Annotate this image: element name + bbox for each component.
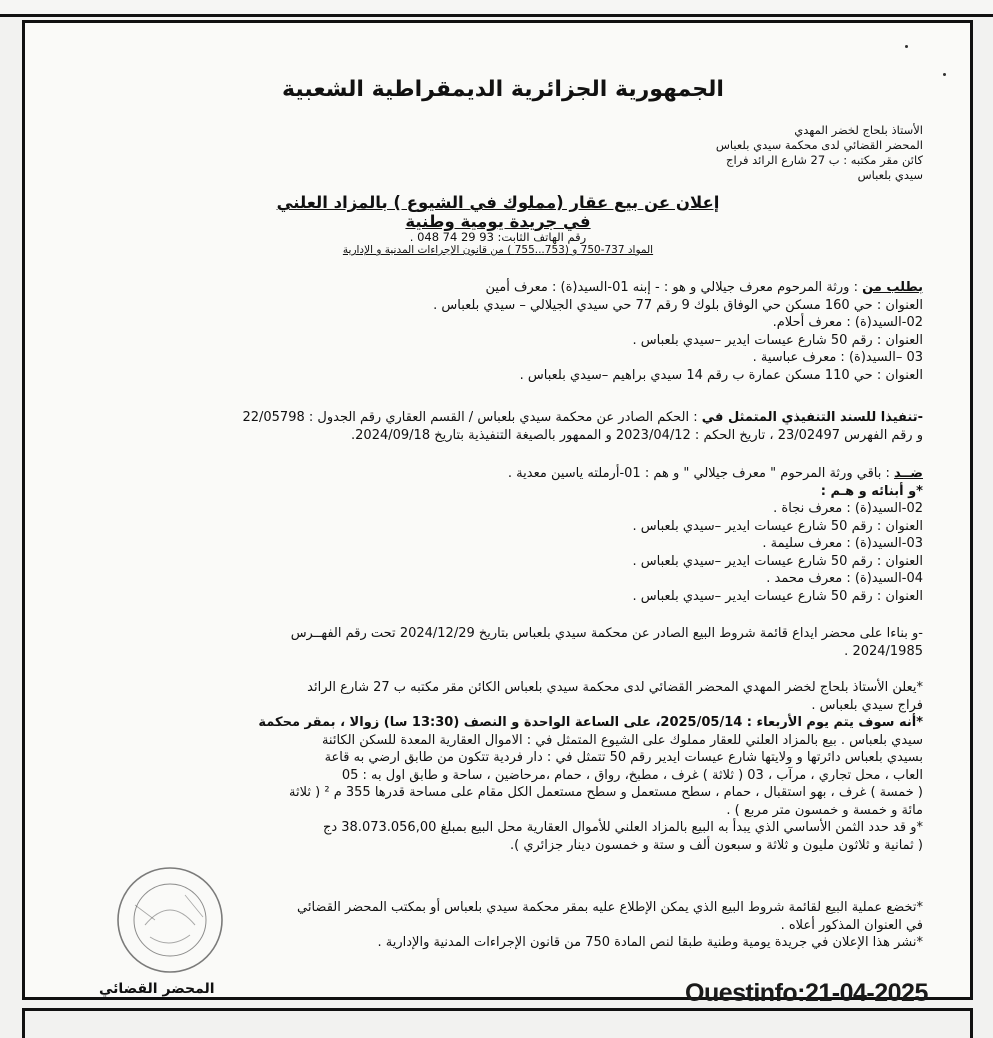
bailiff-line: المحضر القضائي لدى محكمة سيدي بلعباس [715,138,923,152]
against-line: : باقي ورثة المرحوم " معرف جيلالي " و هم : 01-أرملته ياسين معدية . [507,466,890,481]
articles-line: المواد 737-750 و (753...755 ) من قانون الإجراءات المدنية و الإدارية [342,244,654,256]
against-line: العنوان : رقم 50 شارع عيسات ايدير –سيدي بلعباس . [632,588,923,604]
requested-by-label: بطلب من [862,280,923,295]
deposit-line: -و بناءا على محضر ايداع قائمة شروط البيع الصادر عن محكمة سيدي بلعباس بتاريخ 2024/12/29 تحت رقم الفهــرس [290,626,923,641]
announcement-line: ( خمسة ) غرف ، بهو استقبال ، حمام ، سطح مستعمل و سطح مستعمل الكل مقام على مساحة قدرها 355 م ² ( ثلاثة [289,785,923,800]
bailiff-line: كائن مقر مكتبه : ب 27 شارع الرائد فراج [726,153,923,167]
requested-by-line: العنوان : حي 160 مسكن حي الوفاق بلوك 9 رقم 77 حي سيدي الجيلالي – سيدي بلعباس . [433,297,923,313]
official-stamp-icon [115,865,225,975]
bailiff-line: الأستاذ بلحاج لخضر المهدي [794,123,923,137]
requested-by-line: 02-السيد(ة) : معرف أحلام. [772,315,923,330]
page-title: الجمهورية الجزائرية الديمقراطية الشعبية [282,77,724,102]
footer-note-line: في العنوان المذكور أعلاه . [780,917,923,933]
bailiff-line: سيدي بلعباس [857,168,923,182]
deposit-section [73,625,923,660]
footer-note-line: *نشر هذا الإعلان في جريدة يومية وطنية طبقا لنص المادة 750 من قانون الإجراءات المدنية والإدارية . [377,935,923,950]
notice-heading-line: إعلان عن بيع عقار (مملوك في الشيوع ) بالمزاد العلني [276,193,720,212]
execution-line: و رقم الفهرس 23/02497 ، تاريخ الحكم : 2023/04/12 و الممهور بالصيغة التنفيذية بتاريخ 2024/09/18. [351,427,923,443]
against-label: ضــد [894,466,923,481]
speck [943,73,946,76]
execution-section [73,409,923,444]
requested-by-line: العنوان : حي 110 مسكن عمارة ب رقم 14 سيدي براهيم –سيدي بلعباس . [519,367,923,383]
execution-label: -تنفيذا للسند التنفيذي المتمثل في [701,410,923,425]
announcement-line: *يعلن الأستاذ بلحاج لخضر المهدي المحضر القضائي لدى محكمة سيدي بلعباس الكائن مقر مكتبه ب 27 شارع الرائد [307,680,923,695]
notice-heading [73,193,923,257]
announcement-line: فراج سيدي بلعباس . [811,697,923,713]
announcement-section [73,679,923,854]
requested-by-section [73,279,923,384]
base-price-line: *و قد حدد الثمن الأساسي الذي يبدأ به البيع بالمزاد العلني للأموال العقارية محل البيع بمبلغ 38.073.056,00 دج [322,820,923,835]
notice-body [73,51,933,991]
against-line: 02-السيد(ة) : معرف نجاة . [773,501,923,516]
execution-line: : الحكم الصادر عن محكمة سيدي بلعباس / القسم العقاري رقم الجدول : 22/05798 [242,410,698,425]
bailiff-info [73,123,923,183]
announcement-line: بسيدي بلعباس دائرتها و ولايتها شارع عيسات ايدير رقم 50 تتمثل في : دار فردية تتكون من طابق ارضي به قاعة [324,750,923,765]
top-border [0,0,993,17]
notice-frame [22,20,973,1007]
announcement-line: ( ثمانية و ثلاثون مليون و ثلاثة و سبعون ألف و ستة و خمسون دينار جزائري ). [510,837,923,853]
requested-by-line: 03 –السيد(ة) : معرف عباسية . [752,350,923,365]
requested-by-line: : ورثة المرحوم معرف جيلالي و هو : - إبنه 01-السيد(ة) : معرف أمين [485,280,858,295]
speck [905,45,908,48]
against-line: 04-السيد(ة) : معرف محمد . [766,571,923,586]
announcement-line: سيدي بلعباس . بيع بالمزاد العلني للعقار مملوك على الشيوع المتمثل في : الاموال العقارية المعدة للسكن الكائنة [321,732,923,748]
against-line: العنوان : رقم 50 شارع عيسات ايدير –سيدي بلعباس . [632,553,923,569]
announcement-line: مائة و خمسة و خمسون متر مربع ) . [726,802,923,818]
footer-note-line: *تخضع عملية البيع لقائمة شروط البيع الذي يمكن الإطلاع عليه بمقر محكمة سيدي بلعباس أو بمكتب المحضر القضائي [297,900,923,915]
signature-label: المحضر القضائي [99,981,215,997]
phone-line: رقم الهاتف الثابت: 93 29 74 048 . [409,230,587,244]
deposit-line: 2024/1985 . [844,643,923,659]
against-line: *و أبنائه و هـم : [820,483,923,499]
against-line: العنوان : رقم 50 شارع عيسات ايدير –سيدي بلعباس . [632,518,923,534]
source-credit: Ouestinfo:21-04-2025 [685,979,928,1007]
announcement-line: العاب ، محل تجاري ، مرآب ، 03 ( ثلاثة ) غرف ، مطبخ، رواق ، حمام ،مرحاضين ، ساحة و طابق اول به : 05 [341,767,923,783]
notice-heading-line: في جريدة يومية وطنية [405,212,591,231]
against-line: 03-السيد(ة) : معرف سليمة . [762,536,923,551]
auction-date-line: *أنه سوف يتم يوم الأربعاء : 2025/05/14، على الساعة الواحدة و النصف (13:30 سا) زوالا ، بمقر محكمة [258,715,923,730]
requested-by-line: العنوان : رقم 50 شارع عيسات ايدير –سيدي بلعباس . [632,332,923,348]
bottom-border [22,1008,973,1038]
against-section [73,465,923,605]
